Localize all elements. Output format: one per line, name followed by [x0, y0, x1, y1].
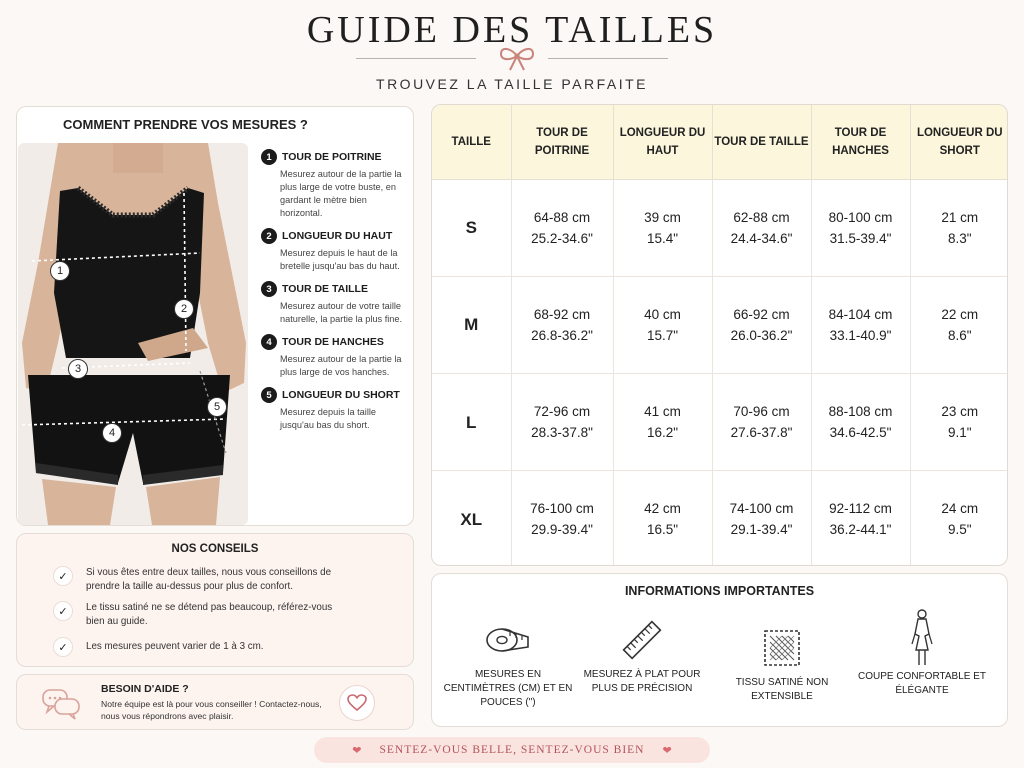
cell-inch: 9.1": [947, 425, 972, 441]
table-cell: [910, 276, 1008, 373]
cell-inch: 26.0-36.2": [730, 327, 793, 343]
tip-text: Les mesures peuvent varier de 1 à 3 cm.: [86, 641, 264, 652]
info-item: [712, 620, 852, 704]
step-number: 3: [261, 281, 277, 297]
cell-inch: 16.2": [646, 425, 679, 441]
cell-cm: 40 cm: [644, 306, 681, 322]
cell-cm: 92-112 cm: [829, 501, 892, 517]
table-cell: [811, 374, 910, 471]
bow-icon: [497, 44, 537, 72]
table-cell: [511, 471, 613, 566]
step-description: Mesurez depuis la taille jusqu'au bas du short.: [280, 407, 377, 430]
cell-cm: 88-108 cm: [828, 404, 893, 420]
step-label: LONGUEUR DU SHORT: [282, 389, 400, 401]
cell-inch: 34.6-42.5": [829, 425, 892, 441]
cell-inch: 27.6-37.8": [730, 425, 793, 441]
info-text: TISSU SATINÉ NON EXTENSIBLE: [735, 677, 829, 702]
column-header-short-length: LONGUEUR DU SHORT: [910, 105, 1008, 179]
step-description: Mesurez autour de la partie la plus large de votre buste, en gardant le mètre bien horizontal.: [280, 169, 402, 218]
measurement-steps: [261, 149, 411, 440]
cell-cm: 68-92 cm: [533, 306, 591, 322]
step-label: TOUR DE HANCHES: [282, 336, 384, 348]
column-header-bust: TOUR DE POITRINE: [511, 105, 613, 179]
size-table: [432, 105, 1008, 566]
cell-cm: 24 cm: [941, 501, 979, 517]
page-title: GUIDE DES TAILLES: [306, 9, 718, 51]
step-number: 2: [261, 228, 277, 244]
step-number: 5: [261, 387, 277, 403]
info-text: MESUREZ À PLAT POUR PLUS DE PRÉCISION: [583, 669, 701, 694]
tip-item: [53, 601, 336, 629]
title-divider-right: [548, 58, 668, 59]
table-cell: [511, 374, 613, 471]
measurement-card: [16, 106, 414, 526]
step-label: TOUR DE TAILLE: [282, 283, 368, 295]
cell-inch: 29.9-39.4": [531, 522, 593, 538]
cell-inch: 28.3-37.8": [531, 425, 593, 441]
heart-icon: ❤: [662, 744, 672, 757]
size-label: M: [432, 276, 511, 373]
measurement-title: COMMENT PRENDRE VOS MESURES ?: [63, 117, 308, 132]
cell-inch: 31.5-39.4": [829, 230, 892, 246]
title-divider-left: [356, 58, 476, 59]
step-top-length: [261, 228, 411, 273]
column-header-size: TAILLE: [432, 105, 511, 179]
cell-cm: 64-88 cm: [533, 209, 591, 225]
marker-3: 3: [68, 359, 88, 379]
tips-card: [16, 533, 414, 667]
help-card: [16, 674, 414, 730]
cell-cm: 21 cm: [941, 209, 979, 225]
size-label: XL: [432, 471, 511, 566]
heart-icon[interactable]: [339, 685, 375, 721]
footer-text: SENTEZ-VOUS BELLE, SENTEZ-VOUS BIEN: [379, 744, 645, 756]
dress-form-icon: [852, 606, 992, 670]
cell-inch: 29.1-39.4": [730, 522, 793, 538]
help-title: BESOIN D'AIDE ?: [101, 683, 189, 695]
cell-cm: 84-104 cm: [828, 306, 893, 322]
table-cell: [910, 179, 1008, 276]
table-cell: [910, 471, 1008, 566]
model-photo: [18, 143, 248, 525]
step-number: 4: [261, 334, 277, 350]
tip-text: Si vous êtes entre deux tailles, nous vous conseillons de prendre la taille au-dessus pour plus de confort.: [86, 567, 332, 592]
table-cell: [613, 374, 712, 471]
cell-inch: 8.3": [947, 230, 972, 246]
info-title: INFORMATIONS IMPORTANTES: [624, 584, 815, 598]
step-bust: [261, 149, 411, 220]
table-cell: [811, 471, 910, 566]
cell-inch: 16.5": [646, 522, 679, 538]
info-text: COUPE CONFORTABLE ET ÉLÉGANTE: [858, 671, 986, 696]
step-waist: [261, 281, 411, 326]
tape-check-icon: ✓: [53, 637, 73, 657]
table-row: [432, 276, 1008, 373]
table-row: [432, 471, 1008, 566]
info-card: [431, 573, 1008, 727]
cell-cm: 72-96 cm: [533, 404, 591, 420]
info-item: [438, 612, 578, 710]
marker-1: 1: [50, 261, 70, 281]
step-number: 1: [261, 149, 277, 165]
table-row: [432, 179, 1008, 276]
cell-inch: 15.7": [646, 327, 679, 343]
table-cell: [613, 276, 712, 373]
cell-cm: 80-100 cm: [828, 209, 893, 225]
cell-cm: 74-100 cm: [729, 501, 794, 517]
step-description: Mesurez autour de la partie la plus large de vos hanches.: [280, 354, 402, 377]
cell-inch: 25.2-34.6": [531, 230, 593, 246]
step-label: LONGUEUR DU HAUT: [282, 230, 393, 242]
help-text: Notre équipe est là pour vous conseiller ! Contactez-nous, nous vous répondrons avec plaisir.: [101, 699, 322, 721]
cell-cm: 62-88 cm: [733, 209, 790, 225]
tip-item: [53, 637, 336, 657]
marker-2: 2: [174, 299, 194, 319]
tip-item: [53, 566, 336, 594]
size-table-card: [431, 104, 1008, 566]
table-header-row: [432, 105, 1008, 179]
table-cell: [712, 374, 811, 471]
cell-inch: 36.2-44.1": [829, 522, 892, 538]
column-header-top-length: LONGUEUR DU HAUT: [613, 105, 712, 179]
table-cell: [712, 471, 811, 566]
table-cell: [811, 276, 910, 373]
marker-5: 5: [207, 397, 227, 417]
info-item: [572, 612, 712, 696]
table-cell: [511, 179, 613, 276]
chat-bubbles-icon: [41, 687, 81, 721]
size-label: L: [432, 374, 511, 471]
check-icon: ✓: [53, 601, 73, 621]
step-short-length: [261, 387, 411, 432]
marker-4: 4: [102, 423, 122, 443]
table-cell: [811, 179, 910, 276]
check-icon: ✓: [53, 566, 73, 586]
column-header-hips: TOUR DE HANCHES: [811, 105, 910, 179]
cell-cm: 76-100 cm: [530, 501, 594, 517]
cell-cm: 41 cm: [644, 404, 681, 420]
table-cell: [613, 179, 712, 276]
table-cell: [712, 179, 811, 276]
step-description: Mesurez autour de votre taille naturelle, la partie la plus fine.: [280, 301, 403, 324]
cell-inch: 24.4-34.6": [730, 230, 793, 246]
size-label: S: [432, 179, 511, 276]
table-cell: [910, 374, 1008, 471]
cell-inch: 33.1-40.9": [829, 327, 892, 343]
cell-inch: 15.4": [646, 230, 679, 246]
footer-banner: [314, 737, 710, 763]
table-row: [432, 374, 1008, 471]
fabric-swatch-icon: [712, 620, 852, 676]
tip-text: Le tissu satiné ne se détend pas beaucoup, référez-vous bien au guide.: [86, 602, 333, 627]
cell-cm: 70-96 cm: [733, 404, 790, 420]
cell-cm: 66-92 cm: [733, 306, 790, 322]
cell-inch: 26.8-36.2": [531, 327, 593, 343]
step-description: Mesurez depuis le haut de la bretelle jusqu'au bas du haut.: [280, 248, 400, 271]
column-header-waist: TOUR DE TAILLE: [712, 105, 811, 179]
cell-cm: 39 cm: [644, 209, 681, 225]
step-label: TOUR DE POITRINE: [282, 151, 382, 163]
cell-cm: 23 cm: [941, 404, 979, 420]
cell-cm: 22 cm: [941, 306, 979, 322]
cell-cm: 42 cm: [644, 501, 681, 517]
page-subtitle: TROUVEZ LA TAILLE PARFAITE: [376, 76, 648, 92]
tips-title: NOS CONSEILS: [171, 543, 259, 555]
step-hips: [261, 334, 411, 379]
heart-icon: ❤: [352, 744, 362, 757]
cell-inch: 9.5": [947, 522, 972, 538]
table-cell: [613, 471, 712, 566]
info-item: [852, 606, 992, 698]
table-cell: [712, 276, 811, 373]
page-header: [0, 0, 1024, 100]
table-cell: [511, 276, 613, 373]
cell-inch: 8.6": [947, 327, 972, 343]
info-text: MESURES EN CENTIMÈTRES (CM) ET EN POUCES ("): [443, 669, 573, 708]
ruler-icon: [572, 612, 712, 668]
tape-measure-icon: [438, 612, 578, 668]
